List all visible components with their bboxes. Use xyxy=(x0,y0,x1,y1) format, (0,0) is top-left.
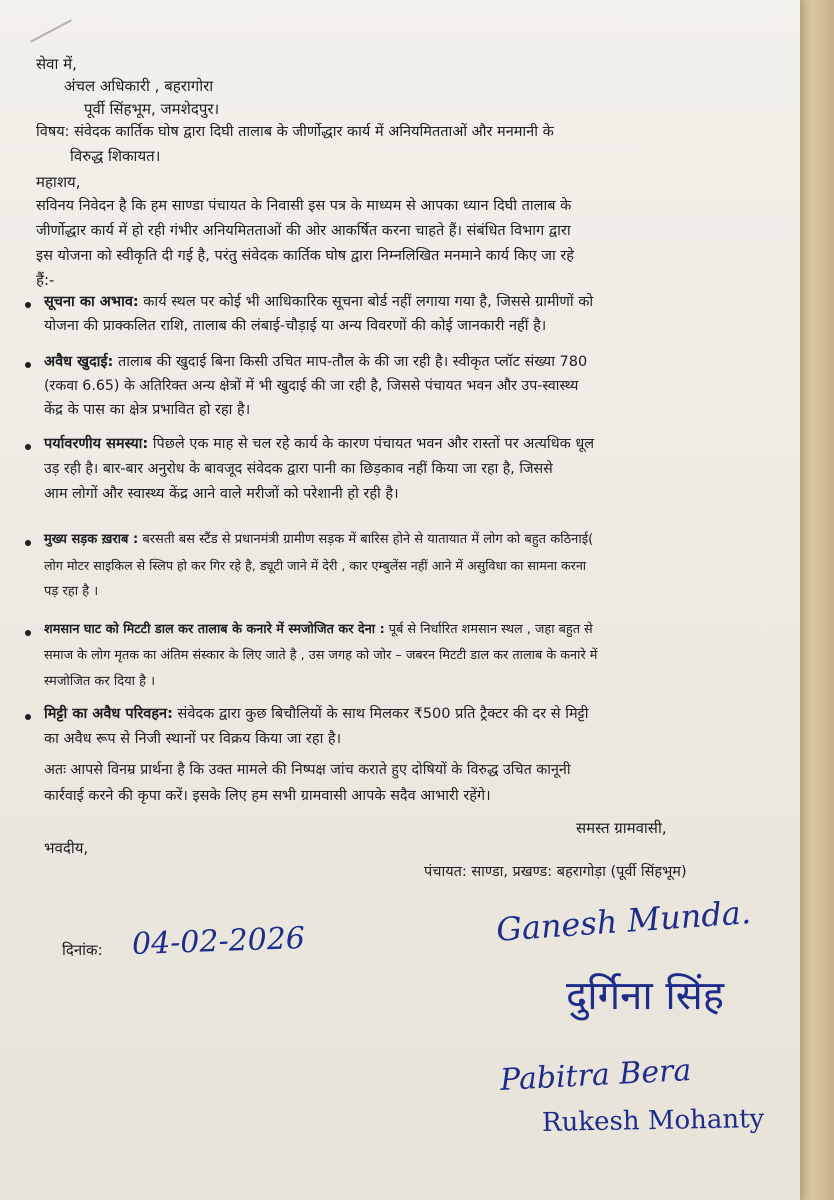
bullet-point-3 xyxy=(25,444,31,450)
point-1-text-1: कार्य स्थल पर कोई भी आधिकारिक सूचना बोर्ड नहीं लगाया गया है, जिससे ग्रामीणों को xyxy=(143,294,594,310)
table-edge xyxy=(800,0,834,1200)
point-4-line-2: लोग मोटर साइकिल से स्लिप हो कर गिर रहे है, ड्यूटी जाने में देरी , कार एम्बुलेंस नहीं आने में असुविधा का सामना करना xyxy=(44,558,587,573)
point-5-line-1 xyxy=(44,620,593,640)
intro-line-4: हैं:- xyxy=(36,271,55,289)
point-2-title: अवैध खुदाई: xyxy=(44,354,114,370)
pencil-mark xyxy=(30,19,72,42)
point-5-title: शमसान घाट को मिटटी डाल कर तालाब के कनारे में स्मजोजित कर देना : xyxy=(44,622,385,637)
point-6-text-1: संवेदक द्वारा कुछ बिचौलियों के साथ मिलकर ₹500 प्रति ट्रैक्टर की दर से मिट्टी xyxy=(177,706,589,722)
request-line-2: कार्रवाई करने की कृपा करें। इसके लिए हम सभी ग्रामवासी आपके सदैव आभारी रहेंगे। xyxy=(44,788,491,804)
point-2-line-3: केंद्र के पास का क्षेत्र प्रभावित हो रहा है। xyxy=(44,402,251,418)
point-6-line-2: का अवैध रूप से निजी स्थानों पर विक्रय किया जा रहा है। xyxy=(44,731,342,747)
point-3-title: पर्यावरणीय समस्या: xyxy=(44,436,149,452)
point-2-text-1: तालाब की खुदाई बिना किसी उचित माप-तौल के की जा रही है। स्वीकृत प्लॉट संख्या 780 xyxy=(117,354,588,370)
date-value: 04-02-2026 xyxy=(131,920,306,963)
date-label: दिनांक: xyxy=(62,941,103,959)
point-4-text-1: बरसती बस स्टैंड से प्रधानमंत्री ग्रामीण सड़क में बारिस होने से यातायात में लोग को बहुत कठिनाई( xyxy=(142,532,594,547)
sender-group: समस्त ग्रामवासी, xyxy=(576,819,667,837)
closing: भवदीय, xyxy=(44,839,89,857)
sender-address: पंचायत: साण्डा, प्रखण्ड: बहरागोड़ा (पूर्वी सिंहभूम) xyxy=(424,864,687,880)
greeting: महाशय, xyxy=(36,173,81,191)
bullet-point-5 xyxy=(25,630,31,636)
point-5-text-1: पूर्ब से निर्धारित शमसान स्थल , जहा बहुत से xyxy=(388,622,593,637)
bullet-point-2 xyxy=(25,362,31,368)
point-1-title: सूचना का अभाव: xyxy=(44,294,139,310)
point-1-line-1 xyxy=(44,292,593,312)
signature-4: Rukesh Mohanty xyxy=(541,1104,765,1138)
point-4-line-1 xyxy=(44,530,593,550)
point-1-line-2: योजना की प्राक्कलित राशि, तालाब की लंबाई-चौड़ाई या अन्य विवरणों की कोई जानकारी नहीं है। xyxy=(44,318,547,334)
bullet-point-6 xyxy=(25,714,31,720)
point-3-line-3: आम लोगों और स्वास्थ्य केंद्र आने वाले मरीजों को परेशानी हो रही है। xyxy=(44,486,399,502)
point-6-title: मिट्टी का अवैध परिवहन: xyxy=(44,706,173,722)
intro-line-3: इस योजना को स्वीकृति दी गई है, परंतु संवेदक कार्तिक घोष द्वारा निम्नलिखित मनमाने कार्य किए जा रहे xyxy=(36,248,574,264)
bullet-point-4 xyxy=(25,540,31,546)
request-line-1: अतः आपसे विनम्र प्रार्थना है कि उक्त मामले की निष्पक्ष जांच कराते हुए दोषियों के विरुद्ध उचित कानूनी xyxy=(44,762,571,778)
intro-line-2: जीर्णोद्धार कार्य में हो रही गंभीर अनियमितताओं की ओर आकर्षित करना चाहते हैं। संबंधित विभाग द्वारा xyxy=(36,223,571,239)
subject-line-1: विषय: संवेदक कार्तिक घोष द्वारा दिघी तालाब के जीर्णोद्धार कार्य में अनियमितताओं और मनमानी के xyxy=(36,124,554,140)
point-5-line-3: स्मजोजित कर दिया है । xyxy=(44,674,156,689)
point-3-text-1: पिछले एक माह से चल रहे कार्य के कारण पंचायत भवन और रास्तों पर अत्यधिक धूल xyxy=(152,436,595,452)
point-6-line-1 xyxy=(44,704,588,724)
point-3-line-1 xyxy=(44,434,594,454)
salutation-to: सेवा में, xyxy=(36,55,77,73)
recipient-line-1: अंचल अधिकारी , बहरागोरा xyxy=(64,77,214,95)
point-5-line-2: समाज के लोग मृतक का अंतिम संस्कार के लिए जाते है , उस जगह को जोर – जबरन मिटटी डाल कर तालाब के कनारे में xyxy=(44,648,598,663)
signature-1: Ganesh Munda. xyxy=(494,893,753,949)
intro-line-1: सविनय निवेदन है कि हम साण्डा पंचायत के निवासी इस पत्र के माध्यम से आपका ध्यान दिघी तालाब के xyxy=(36,198,572,214)
point-4-title: मुख्य सड़क ख़राब : xyxy=(44,532,139,547)
signature-3: Pabitra Bera xyxy=(499,1053,693,1098)
point-2-line-1 xyxy=(44,352,587,372)
point-4-line-3: पड़ रहा है । xyxy=(44,584,99,599)
signature-2: दुर्गिना सिंह xyxy=(566,973,725,1019)
point-2-line-2: (रकवा 6.65) के अतिरिक्त अन्य क्षेत्रों में भी खुदाई की जा रही है, जिससे पंचायत भवन और उप-स्वास्थ्य xyxy=(44,378,579,394)
bullet-point-1 xyxy=(25,302,31,308)
recipient-line-2: पूर्वी सिंहभूम, जमशेदपुर। xyxy=(84,100,220,118)
point-3-line-2: उड़ रही है। बार-बार अनुरोध के बावजूद संवेदक द्वारा पानी का छिड़काव नहीं किया जा रहा है, जिससे xyxy=(44,461,553,477)
subject-line-2: विरुद्ध शिकायत। xyxy=(70,147,161,165)
